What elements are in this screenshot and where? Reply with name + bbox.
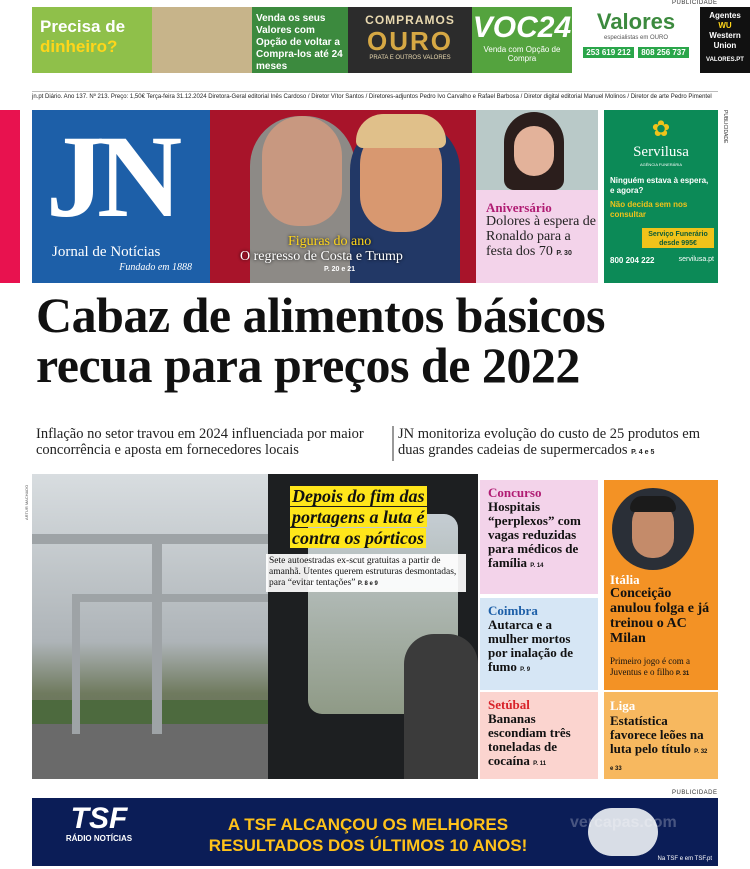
photo-trump-hair [356,114,446,148]
teaser-title: Hospitais “perplexos” com vagas reduzidas para médicos de família P. 14 [488,499,581,570]
tsf-message-line1: A TSF ALCANÇOU OS MELHORES [227,815,509,834]
founded-tagline: Fundado em 1888 [119,262,192,273]
gantry-pole-1 [152,534,162,734]
watermark: vercapas.com [570,814,677,831]
aniversario-kicker: Aniversário [486,200,552,215]
teaser-title: Bananas escondiam três toneladas de cocaína P. 11 [488,711,571,768]
gantry-beam-2 [72,594,272,602]
servilusa-url: servilusa.pt [678,256,714,263]
publicidade-label-top: PUBLICIDADE [672,0,718,6]
driver-silhouette [404,634,478,779]
teaser-kicker: Setúbal [488,697,530,712]
money-image [152,7,252,73]
wu-url: VALORES.PT [706,57,744,63]
servilusa-ad[interactable] [604,110,718,283]
tsf-message [178,814,558,856]
jn-logo: JN [46,111,175,242]
teaser-concurso[interactable] [480,480,598,594]
liga-teaser[interactable] [604,692,718,779]
main-story-text: Sete autoestradas ex-scut gratuitas a partir de amanhã. Utentes querem estruturas desmontadas, para “evitar tentações” P. 8 e 9 [266,554,466,592]
figuras-kicker: Figuras do ano [288,234,372,249]
figuras-do-ano-teaser[interactable] [210,110,476,283]
conceicao-hair [630,496,676,512]
servilusa-price-box: Serviço Funerário desde 995€ [642,228,714,248]
liga-kicker: Liga [610,698,636,713]
servilusa-advice: Não decida sem nos consultar [610,200,688,219]
italia-kicker: Itália [610,572,640,587]
teaser-coimbra[interactable] [480,598,598,690]
side-publicidade: PUBLICIDADE [722,110,728,144]
main-story-page: P. 8 e 9 [357,581,378,587]
italia-sub: Primeiro jogo é com a Juventus e o filho P. 31 [610,656,690,677]
photo-costa-face [262,116,342,226]
italia-page: P. 31 [676,671,690,677]
top-advertisement[interactable] [32,7,744,73]
accent-bar [0,110,20,283]
servilusa-phone: 800 204 222 [610,256,655,265]
main-story-title[interactable]: Depois do fim das portagens a luta é contra os pórticos [292,486,425,548]
conceicao-photo [612,488,694,570]
jn-masthead[interactable] [32,110,210,283]
subhead-right: JN monitoriza evolução do custo de 25 produtos em duas grandes cadeias de supermercados P. 4 e 5 [392,426,728,461]
wu-line1: Agentes [709,11,741,20]
teaser-kicker: Concurso [488,485,542,500]
servilusa-name: Servilusa [633,144,689,160]
servilusa-question: Ninguém estava à espera, e agora? [610,176,709,195]
wu-line4: Union [713,41,737,50]
tsf-logo-sub: RÁDIO NOTÍCIAS [65,834,133,843]
servilusa-sub: AGÊNCIA FUNERÁRIA [639,162,682,167]
main-headline[interactable]: Cabaz de alimentos básicos recua para preços de 2022 [36,287,605,393]
ad-voc24 [472,7,572,73]
photo-credit: ARTUR MACHADO [24,484,29,520]
valores-logo: Valores [596,9,676,34]
edition-info-bar: jn.pt Diário. Ano 137. Nº 213. Preço: 1,50€ Terça-feira 31.12.2024 Diretora-Geral editorial Inês Cardoso / Diretor Vítor Santos / Diretores-adjuntos Pedro Ivo Carvalho e Rafael Barbosa / Diretor digital editorial Manuel Molinos / Diretor de arte Pedro Pimentel [32,91,718,104]
wu-line2: WU [718,21,732,30]
valores-sub: especialistas em OURO [603,35,669,41]
ad-valores [572,7,700,73]
teaser-title: Autarca e a mulher mortos por inalação de fumo P. 9 [488,617,573,674]
italia-title: Conceição anulou folga e já treinou o AC Milan [610,586,710,646]
gantry-pole-2 [72,594,80,734]
wu-line3: Western [709,31,741,40]
liga-page: P. 32 e 33 [610,749,708,772]
italia-teaser[interactable] [604,480,718,690]
subhead-right-page: P. 4 e 5 [631,449,655,456]
ad-ouro-line2: OURO [367,26,453,56]
liga-title: Estatística favorece leões na luta pelo título P. 32 e 33 [610,713,708,772]
ad-ouro [348,7,472,73]
aniversario-title: Dolores à espera de Ronaldo para a festa dos 70 P. 30 [486,214,597,259]
ad-question-line1: Precisa de [40,17,126,36]
newspaper-name: Jornal de Notícias [52,244,161,260]
subhead-left: Inflação no setor travou em 2024 influenciada por maior concorrência e aposta em fornecedores locais [36,426,364,458]
valores-phone-1: 253 619 212 [583,47,634,58]
voc24-logo: VOC24 [472,11,572,44]
aniversario-teaser[interactable] [476,110,598,283]
figuras-title: O regresso de Costa e Trump [240,249,403,264]
publicidade-label-bottom: PUBLICIDADE [672,790,718,796]
figuras-page: P. 20 e 21 [324,266,356,273]
teaser-kicker: Coimbra [488,603,538,618]
tsf-advertisement[interactable] [32,798,718,866]
ad-ouro-line1: COMPRAMOS [365,13,455,27]
servilusa-flower-icon: ✿ [651,116,671,141]
ad-question [32,7,152,73]
tsf-foot: Na TSF e em TSF.pt [657,856,712,862]
ad-ouro-line3: PRATA E OUTROS VALORES [369,55,451,61]
ad-offer: Venda os seus Valores com Opção de voltar a Compra-los até 24 meses [256,13,343,72]
voc24-sub: Venda com Opção de Compra [483,45,561,63]
teaser-setubal[interactable] [480,692,598,779]
ad-question-line2: dinheiro? [40,37,118,56]
tsf-message-line2: RESULTADOS DOS ÚLTIMOS 10 ANOS! [208,836,528,855]
dolores-face [514,126,554,176]
tsf-logo [44,804,154,843]
aniversario-page: P. 30 [556,250,572,257]
tsf-logo-text: TSF [70,802,128,835]
valores-phone-2: 808 256 737 [638,47,689,58]
ad-western-union [700,7,750,73]
